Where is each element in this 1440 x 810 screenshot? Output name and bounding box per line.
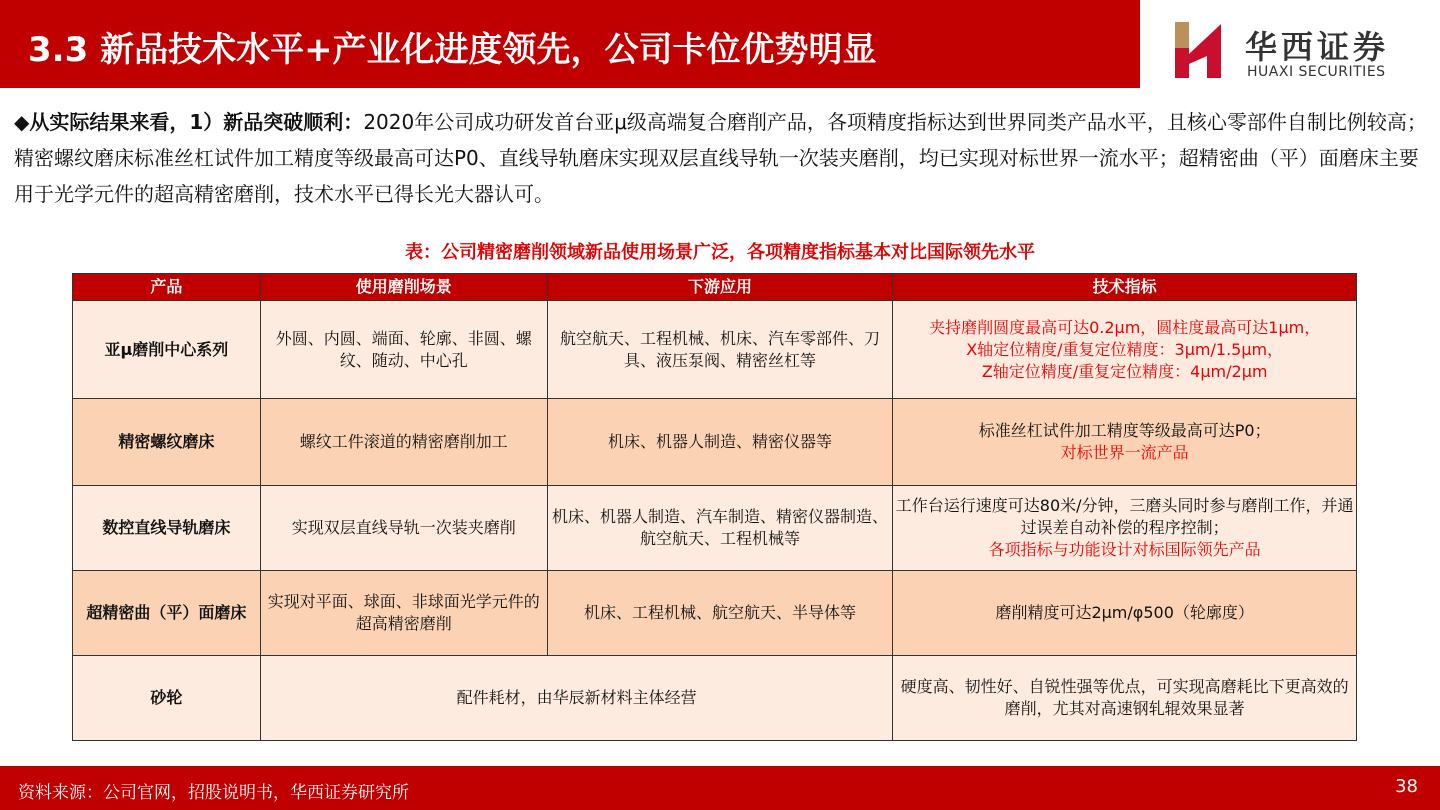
scene-cell: 外圆、内圆、端面、轮廓、非圆、螺纹、随动、中心孔 [260, 301, 547, 399]
application-cell: 机床、工程机械、航空航天、半导体等 [547, 571, 893, 656]
intro-lead: 从实际结果来看，1）新品突破顺利： [29, 110, 364, 134]
spec-red-line: Z轴定位精度/重复定位精度：4μm/2μm [981, 361, 1268, 381]
page-number: 38 [1395, 776, 1418, 797]
huaxi-logo [1165, 14, 1425, 84]
table-row [73, 399, 1357, 486]
spec-text: 标准丝杠试件加工精度等级最高可达P0； [978, 421, 1271, 440]
application-cell: 航空航天、工程机械、机床、汽车零部件、刀具、液压泵阀、精密丝杠等 [547, 301, 893, 399]
spec-cell: 硬度高、韧性好、自锐性强等优点，可实现高磨耗比下更高效的磨削，尤其对高速钢轧辊效果显著 [893, 656, 1357, 741]
product-cell: 砂轮 [73, 656, 261, 741]
scene-application-cell: 配件耗材，由华辰新材料主体经营 [260, 656, 892, 741]
spec-cell: 磨削精度可达2μm/φ500（轮廓度） [893, 571, 1357, 656]
spec-text: 工作台运行速度可达80米/分钟，三磨头同时参与磨削工作，并通过误差自动补偿的程序控制； [895, 496, 1354, 537]
logo-text-en: HUAXI SECURITIES [1247, 64, 1386, 80]
table-row [73, 571, 1357, 656]
table-header [73, 274, 1357, 301]
col-application: 下游应用 [547, 274, 893, 301]
product-cell: 数控直线导轨磨床 [73, 486, 261, 571]
product-table [72, 273, 1357, 741]
table-row [73, 301, 1357, 399]
source-note: 资料来源：公司官网，招股说明书，华西证券研究所 [18, 783, 409, 803]
spec-red-line: X轴定位精度/重复定位精度：3μm/1.5μm， [966, 339, 1284, 359]
spec-cell [893, 301, 1357, 399]
table-caption: 表：公司精密磨削领域新品使用场景广泛，各项精度指标基本对比国际领先水平 [405, 242, 1035, 263]
col-product: 产品 [73, 274, 261, 301]
intro-text: 2020年公司成功研发首台亚μ级高端复合磨削产品，各项精度指标达到世界同类产品水平，且核心零部件自制比例较高；精密螺纹磨床标准丝杠试件加工精度等级最高可达P0、直线导轨磨床实现双层直线导轨一次装夹磨削，均已实现对标世界一流水平；超精密曲（平）面磨床主要用于光学元件的超高精密磨削，技术水平已得长光大器认可。 [14, 110, 1427, 206]
application-cell: 机床、机器人制造、精密仪器等 [547, 399, 893, 486]
intro-paragraph [14, 104, 1434, 212]
scene-cell: 实现双层直线导轨一次装夹磨削 [260, 486, 547, 571]
col-scene: 使用磨削场景 [260, 274, 547, 301]
product-cell: 精密螺纹磨床 [73, 399, 261, 486]
logo-text-cn: 华西证券 [1245, 28, 1390, 66]
col-spec: 技术指标 [893, 274, 1357, 301]
spec-red-line: 夹持磨削圆度最高可达0.2μm，圆柱度最高可达1μm， [929, 317, 1321, 337]
scene-cell: 螺纹工件滚道的精密磨削加工 [260, 399, 547, 486]
product-cell: 超精密曲（平）面磨床 [73, 571, 261, 656]
product-cell: 亚μ磨削中心系列 [73, 301, 261, 399]
spec-red-line: 各项指标与功能设计对标国际领先产品 [988, 540, 1261, 559]
table-row [73, 486, 1357, 571]
application-cell: 机床、机器人制造、汽车制造、精密仪器制造、航空航天、工程机械等 [547, 486, 893, 571]
slide-title: 3.3 新品技术水平+产业化进度领先，公司卡位优势明显 [0, 0, 1140, 88]
spec-red-line: 对标世界一流产品 [1060, 443, 1189, 462]
spec-cell [893, 486, 1357, 571]
scene-cell: 实现对平面、球面、非球面光学元件的超高精密磨削 [260, 571, 547, 656]
logo-h-icon [1173, 20, 1225, 80]
table-row [73, 656, 1357, 741]
bullet: ◆ [14, 110, 30, 134]
footer [0, 766, 1440, 810]
spec-cell [893, 399, 1357, 486]
